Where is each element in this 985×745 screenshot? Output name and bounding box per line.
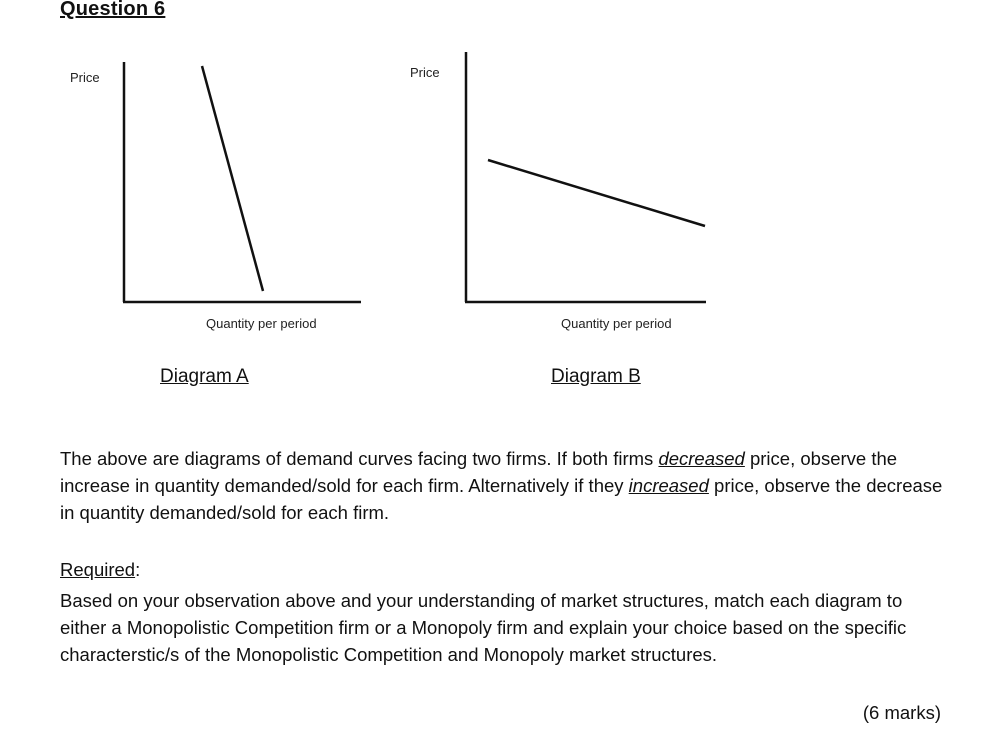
diagram-b — [410, 52, 706, 331]
required-label: Required — [60, 559, 136, 580]
emphasis-increased: increased — [628, 475, 709, 496]
question-paragraph — [60, 445, 950, 526]
required-colon: : — [135, 559, 141, 580]
diagram-a-price-label: Price — [70, 70, 100, 85]
paragraph-text-1: The above are diagrams of demand curves facing two firms. If both firms — [60, 448, 659, 469]
emphasis-decreased: decreased — [658, 448, 745, 469]
diagram-a-caption: Diagram A — [160, 366, 249, 387]
diagram-a — [70, 62, 361, 331]
question-title: Question 6 — [60, 0, 166, 20]
diagram-b-quantity-label: Quantity per period — [561, 316, 672, 331]
required-text: Based on your observation above and your understanding of market structures, match each diagram to either a Monopolistic Competition firm or a Monopoly firm and explain your choice based on the specific characterstic/s of the Monopolistic Competition and Monopoly market structures. — [60, 590, 907, 665]
marks-label: (6 marks) — [862, 702, 941, 723]
required-heading — [60, 559, 140, 581]
diagram-a-demand-curve — [202, 66, 263, 291]
diagram-b-caption: Diagram B — [551, 366, 641, 387]
demand-diagrams — [0, 0, 985, 360]
diagram-b-price-label: Price — [410, 65, 440, 80]
diagram-a-quantity-label: Quantity per period — [206, 316, 317, 331]
paragraph-text-2: price, observe the increase in quantity demanded/sold for each firm. Alternatively if they — [60, 448, 898, 496]
diagram-b-demand-curve — [488, 160, 705, 226]
paragraph-text-3: price, observe the decrease in quantity demanded/sold for each firm. — [60, 475, 943, 523]
